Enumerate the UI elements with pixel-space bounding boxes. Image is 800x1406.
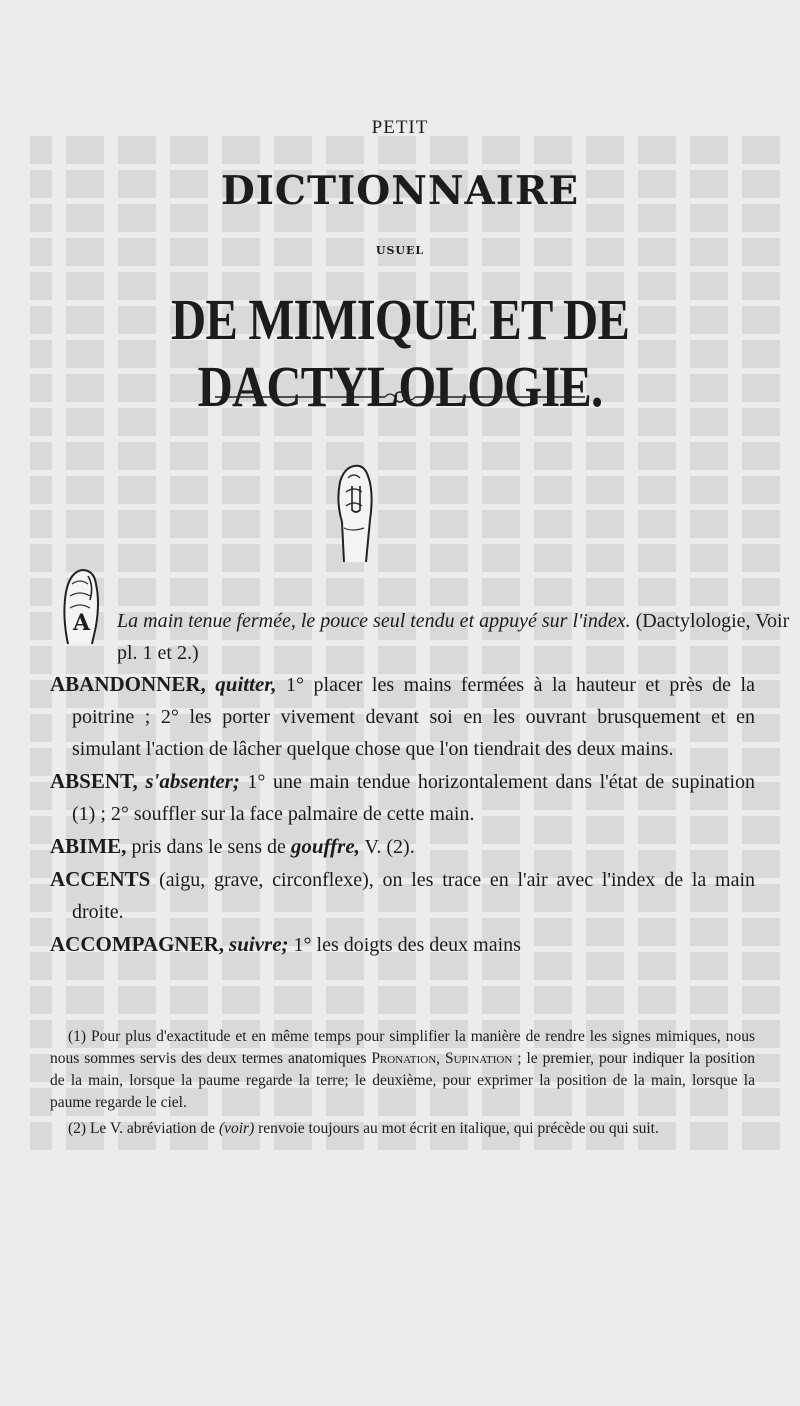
letter-description-block xyxy=(73,605,797,669)
entry-text: 1° une main tendue horizontalement dans l'état de supination (1) ; 2° souffler sur la face palmaire de cette main. xyxy=(72,771,755,825)
footnote-2-text-b: renvoie toujours au mot écrit en italique, qui précède ou qui suit. xyxy=(258,1120,659,1137)
decorative-rule-icon xyxy=(215,388,585,406)
entry-head: ABANDONNER, xyxy=(50,672,206,696)
entry-text: 1° les doigts des deux mains xyxy=(293,934,521,956)
entry-text: 1° placer les mains fermées à la hauteur et près de la poitrine ; 2° les porter vivement devant soi en les ouvrant brusquement et en simulant l'action de lâcher quelque chose que l'on tiendrait des deux mains. xyxy=(72,674,755,760)
entry-head: ABIME, xyxy=(50,834,127,858)
letter-a: A xyxy=(73,610,91,636)
entry-abime xyxy=(50,830,755,863)
entries xyxy=(50,668,755,961)
title-usuel: USUEL xyxy=(375,244,425,257)
entry-head: ABSENT, xyxy=(50,769,138,793)
title-petit: PETIT xyxy=(371,117,429,138)
footnote-2-text-a: (2) Le V. abréviation de xyxy=(68,1120,216,1137)
entry-synonym: s'absenter; xyxy=(145,769,240,793)
footnote-2-voir: (voir) xyxy=(218,1120,255,1137)
entry-absent xyxy=(50,765,755,830)
footnote-1 xyxy=(50,1026,755,1114)
title-subtitle: DE MIMIQUE ET DE DACTYLOLOGIE. xyxy=(170,287,630,419)
footnote-separator: , xyxy=(436,1050,441,1067)
title-dictionnaire: DICTIONNAIRE xyxy=(220,168,580,214)
footnote-1-text-b: ; le premier, pour indiquer la position de la main, lorsque la paume regarde la terre; le deuxième, pour exprimer la position de la main, lorsque la paume regarde le ciel. xyxy=(50,1050,756,1111)
entry-accents xyxy=(50,863,755,928)
entry-text: (aigu, grave, circonflexe), on les trace en l'air avec l'index de la main droite. xyxy=(72,869,755,923)
letter-reference: (Dactylologie, Voir pl. 1 et 2.) xyxy=(117,610,790,664)
letter-description: La main tenue fermée, le pouce seul tendu et appuyé sur l'index. xyxy=(117,610,631,632)
hand-sign-icon xyxy=(330,462,380,564)
entry-abandonner xyxy=(50,668,755,765)
entry-text: V. (2). xyxy=(364,836,415,858)
entry-synonym: suivre; xyxy=(229,932,289,956)
footnotes xyxy=(50,1026,755,1140)
footnote-term-pronation: Pronation xyxy=(371,1050,437,1067)
entry-head: ACCENTS xyxy=(50,867,151,891)
footnote-term-supination: Supination xyxy=(444,1050,513,1067)
footnote-2 xyxy=(50,1118,755,1140)
footnote-1-text-a: (1) Pour plus d'exactitude et en même temps pour simplifier la manière de rendre les signes mimiques, nous nous sommes servis des deux termes anatomiques xyxy=(50,1028,755,1067)
entry-head: ACCOMPAGNER, xyxy=(50,932,225,956)
entry-accompagner xyxy=(50,928,755,961)
entry-synonym: gouffre, xyxy=(290,834,360,858)
entry-synonym: quitter, xyxy=(215,672,277,696)
entry-pre: pris dans le sens de xyxy=(131,836,286,858)
